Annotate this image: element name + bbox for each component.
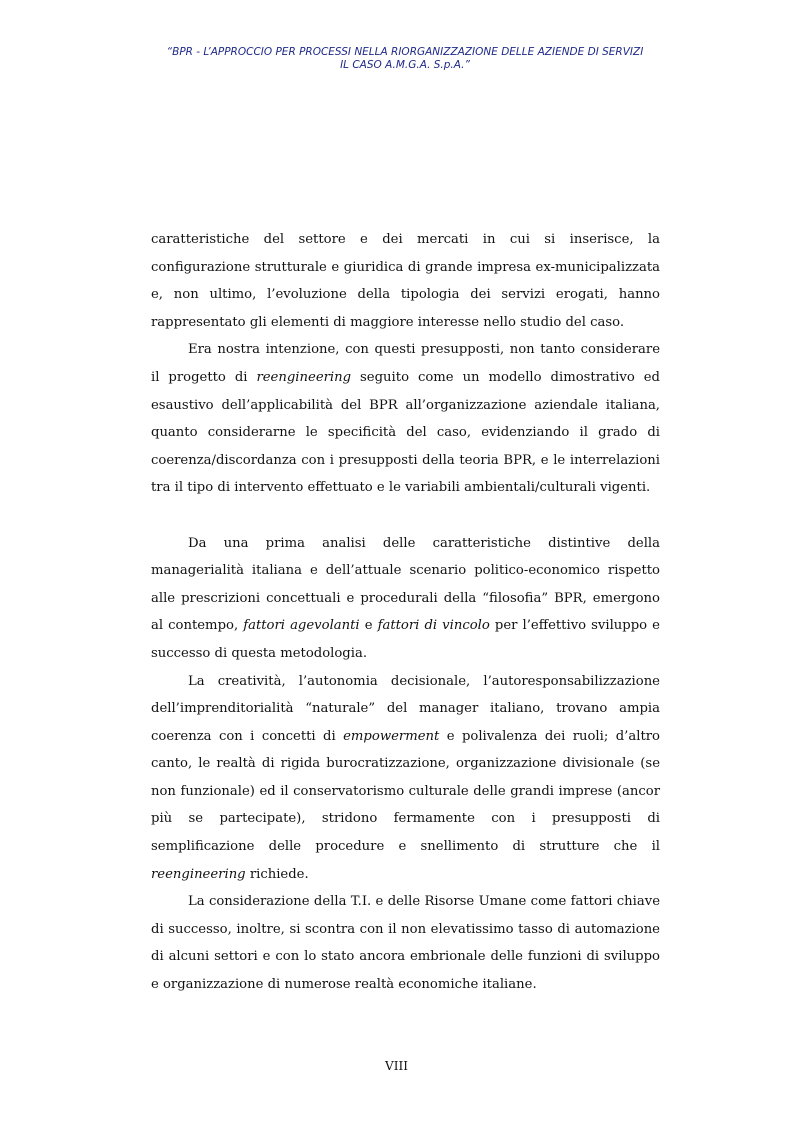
paragraph-2-text-b: seguito come un modello dimostrativo ed esaustivo dell’applicabilità del BPR all’organizzazione aziendale italiana, quanto considerarne le specificità del caso, evidenziando il grado di coerenza/discordanza con i presupposti della teoria BPR, e le interrelazioni tra il tipo di intervento effettuato e le variabili ambientali/culturali vigenti.	[151, 369, 660, 496]
paragraph-4-text-c: richiede.	[245, 866, 309, 882]
paragraph-5	[151, 888, 660, 998]
page-number: VIII	[385, 1059, 408, 1073]
running-header	[150, 46, 660, 72]
paragraph-3-italic-term-1: fattori agevolanti	[243, 618, 360, 634]
paragraph-2-italic-term: reengineering	[256, 369, 352, 385]
paragraph-2-text-a: Era nostra intenzione, con questi presupposti, non tanto considerare il progetto di	[151, 342, 660, 385]
paragraph-4-italic-term-2: reengineering	[151, 866, 246, 882]
document-body	[151, 226, 660, 999]
paragraph-3-text-c: per l’effettivo sviluppo e successo di questa metodologia.	[151, 618, 660, 661]
header-subtitle-line: IL CASO A.M.G.A. S.p.A.”	[340, 59, 470, 71]
paragraph-1	[151, 226, 660, 336]
paragraph-3-text-b: e	[359, 618, 378, 634]
paragraph-1-text: caratteristiche del settore e dei mercati in cui si inserisce, la configurazione strutturale e giuridica di grande impresa ex-municipalizzata e, non ultimo, l’evoluzione della tipologia dei servizi erogati, hanno rappresentato gli elementi di maggiore interesse nello studio del caso.	[151, 232, 660, 330]
paragraph-5-text: La considerazione della T.I. e delle Risorse Umane come fattori chiave di successo, inoltre, si scontra con il non elevatissimo tasso di automazione di alcuni settori e con lo stato ancora embrionale delle funzioni di sviluppo e organizzazione di numerose realtà economiche italiane.	[151, 894, 660, 993]
paragraph-3-text-a: Da una prima analisi delle caratteristiche distintive della managerialità italiana e dell’attuale scenario politico-economico rispetto alle prescrizioni concettuali e procedurali della “filosofia” BPR, emergono al contempo,	[151, 535, 660, 634]
paragraph-2	[151, 336, 660, 502]
paragraph-4-italic-term-1: empowerment	[343, 728, 440, 744]
header-title-line: “BPR - L’APPROCCIO PER PROCESSI NELLA RIORGANIZZAZIONE DELLE AZIENDE DI SERVIZI	[166, 46, 644, 58]
paragraph-3-italic-term-2: fattori di vincolo	[377, 618, 490, 634]
paragraph-4-text-b: e polivalenza dei ruoli; d’altro canto, le realtà di rigida burocratizzazione, organizzazione divisionale (se non funzionale) ed il conservatorismo culturale delle grandi imprese (ancor più se partecipate), stridono fermamente con i presupposti di semplificazione delle procedure e snellimento di strutture che il	[151, 728, 660, 855]
paragraph-3	[151, 530, 660, 668]
paragraph-4-text-a: La creatività, l’autonomia decisionale, l’autoresponsabilizzazione dell’imprenditorialità “naturale” del manager italiano, trovano ampia coerenza con i concetti di	[151, 673, 660, 744]
paragraph-4	[151, 668, 660, 889]
